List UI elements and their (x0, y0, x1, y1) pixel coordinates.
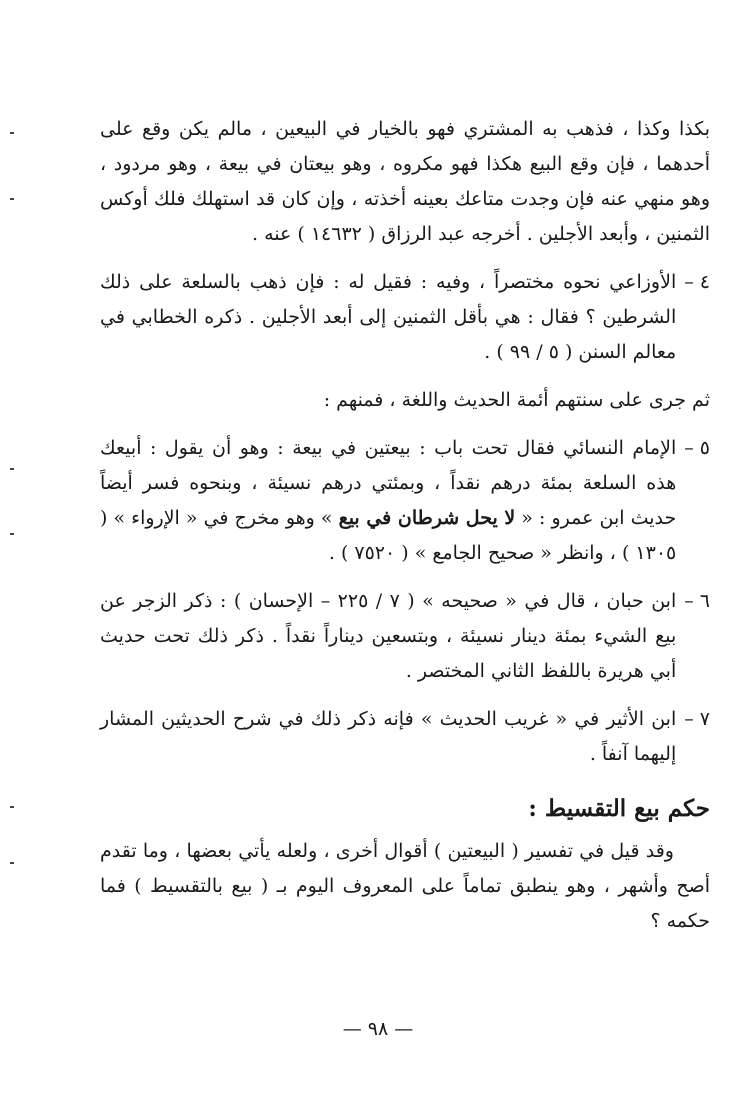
intro-line: ثم جرى على سنتهم أئمة الحديث واللغة ، فمنهم : (323, 389, 710, 411)
item-number: ٥ – (684, 437, 710, 459)
item-number: ٧ – (684, 708, 710, 730)
item-text: الأوزاعي نحوه مختصراً ، وفيه : فقيل له : فإن ذهب بالسلعة على ذلك الشرطين ؟ فقال : هي بأقل الثمنين إلى أبعد الأجلين . ذكره الخطابي في معالم السنن ( ٥ / ٩٩ ) . (100, 271, 677, 363)
section-heading: حكم بيع التقسيط : (528, 795, 710, 822)
list-item-5 (100, 431, 710, 571)
item-number: ٦ – (684, 590, 710, 612)
list-item-7 (100, 702, 710, 772)
item-text (100, 431, 676, 571)
page-body (100, 112, 710, 939)
margin-mark (10, 198, 14, 200)
list-item-6 (100, 584, 710, 689)
margin-mark (10, 862, 14, 864)
item-text: ابن الأثير في « غريب الحديث » فإنه ذكر ذلك في شرح الحديثين المشار إليهما آنفاً . (100, 708, 677, 765)
list-item-4 (100, 265, 710, 370)
margin-mark (10, 806, 14, 808)
item-text-after: » وهو مخرج في « الإرواء » ( ١٣٠٥ ) ، وانظر « صحيح الجامع » ( ٧٥٢٠ ) . (100, 507, 677, 564)
page-number: — ٩٨ — (342, 1018, 414, 1040)
margin-mark (10, 533, 14, 535)
item-text: ابن حبان ، قال في « صحيحه » ( ٧ / ٢٢٥ – الإحسان ) : ذكر الزجر عن بيع الشيء بمئة دينار نسيئة ، وبتسعين ديناراً نقداً . ذكر ذلك تحت حديث أبي هريرة باللفظ الثاني المختصر . (100, 590, 677, 682)
paragraph-continuation: بكذا وكذا ، فذهب به المشتري فهو بالخيار في البيعين ، مالم يكن وقع على أحدهما ، فإن وقع البيع هكذا فهو مكروه ، وهو بيعتان في بيعة ، وهو مردود ، وهو منهي عنه فإن وجدت متاعك بعينه أخذته ، وإن كان قد استهلك فلك أوكس الثمنين ، وأبعد الأجلين . أخرجه عبد الرزاق ( ١٤٦٣٢ ) عنه . (100, 118, 710, 245)
margin-mark (10, 132, 14, 134)
margin-mark (10, 468, 14, 470)
section-paragraph: وقد قيل في تفسير ( البيعتين ) أقوال أخرى ، ولعله يأتي بعضها ، وما تقدم أصح وأشهر ، وهو ينطبق تماماً على المعروف اليوم بـ ( بيع بالتقسيط ) فما حكمه ؟ (100, 840, 710, 932)
item-number: ٤ – (684, 271, 710, 293)
item-text-before: الإمام النسائي فقال تحت باب : بيعتين في بيعة : وهو أن يقول : أبيعك هذه السلعة بمئة درهم نقداً ، وبمئتي درهم نسيئة ، وبنحوه فسر أيضاً حديث ابن عمرو : « (100, 437, 677, 529)
hadith-quote-bold: لا يحل شرطان في بيع (338, 507, 516, 529)
